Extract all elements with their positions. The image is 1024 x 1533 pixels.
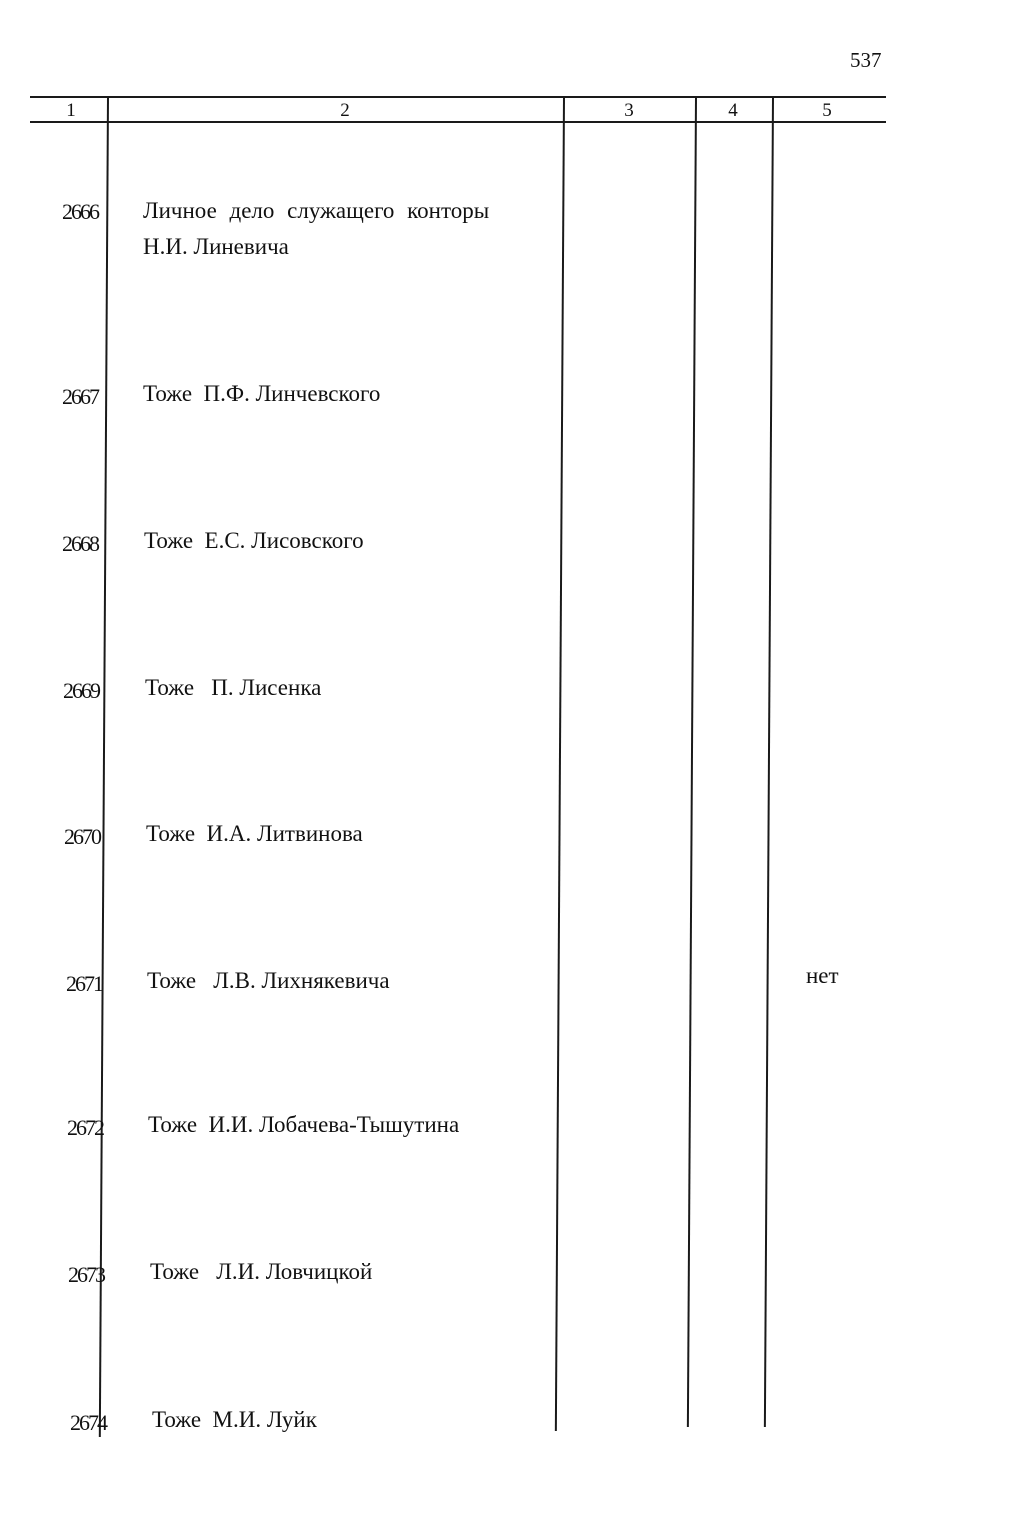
column-header-2: 2 — [340, 100, 350, 121]
column-header-3: 3 — [624, 100, 634, 121]
file-number: 2674 — [70, 1410, 106, 1435]
file-number: 2667 — [62, 384, 98, 409]
file-description-line: Тоже П.Ф. Линчевского — [143, 381, 381, 406]
file-number: 2666 — [62, 199, 98, 224]
file-description-line: Тоже И.И. Лобачева-Тышутина — [148, 1112, 460, 1137]
file-description-line: Тоже И.А. Литвинова — [146, 821, 363, 846]
availability-note: нет — [806, 963, 839, 988]
file-number: 2672 — [67, 1115, 103, 1140]
column-header-4: 4 — [728, 100, 738, 121]
file-number: 2670 — [64, 824, 100, 849]
column-divider-3 — [687, 97, 697, 1427]
column-divider-2 — [555, 97, 565, 1431]
file-number: 2673 — [68, 1262, 104, 1287]
file-description-line: Личное дело служащего конторы — [143, 198, 490, 223]
column-header-1: 1 — [66, 100, 76, 121]
file-description-line: Тоже Е.С. Лисовского — [144, 528, 364, 553]
page-number: 537 — [850, 48, 882, 72]
file-number: 2668 — [62, 531, 98, 556]
column-header-5: 5 — [822, 100, 832, 121]
table-top-rule — [30, 96, 886, 98]
file-description-line: Н.И. Линевича — [143, 234, 289, 259]
file-number: 2669 — [63, 678, 99, 703]
column-divider-4 — [764, 97, 774, 1427]
column-divider-1 — [99, 97, 109, 1437]
file-description-line: Тоже Л.В. Лихнякевича — [147, 968, 390, 993]
file-description-line: Тоже Л.И. Ловчицкой — [150, 1259, 373, 1284]
table-header-rule — [30, 121, 886, 123]
file-description-line: Тоже П. Лисенка — [145, 675, 322, 700]
file-description-line: Тоже М.И. Луйк — [152, 1407, 317, 1432]
file-number: 2671 — [66, 971, 102, 996]
